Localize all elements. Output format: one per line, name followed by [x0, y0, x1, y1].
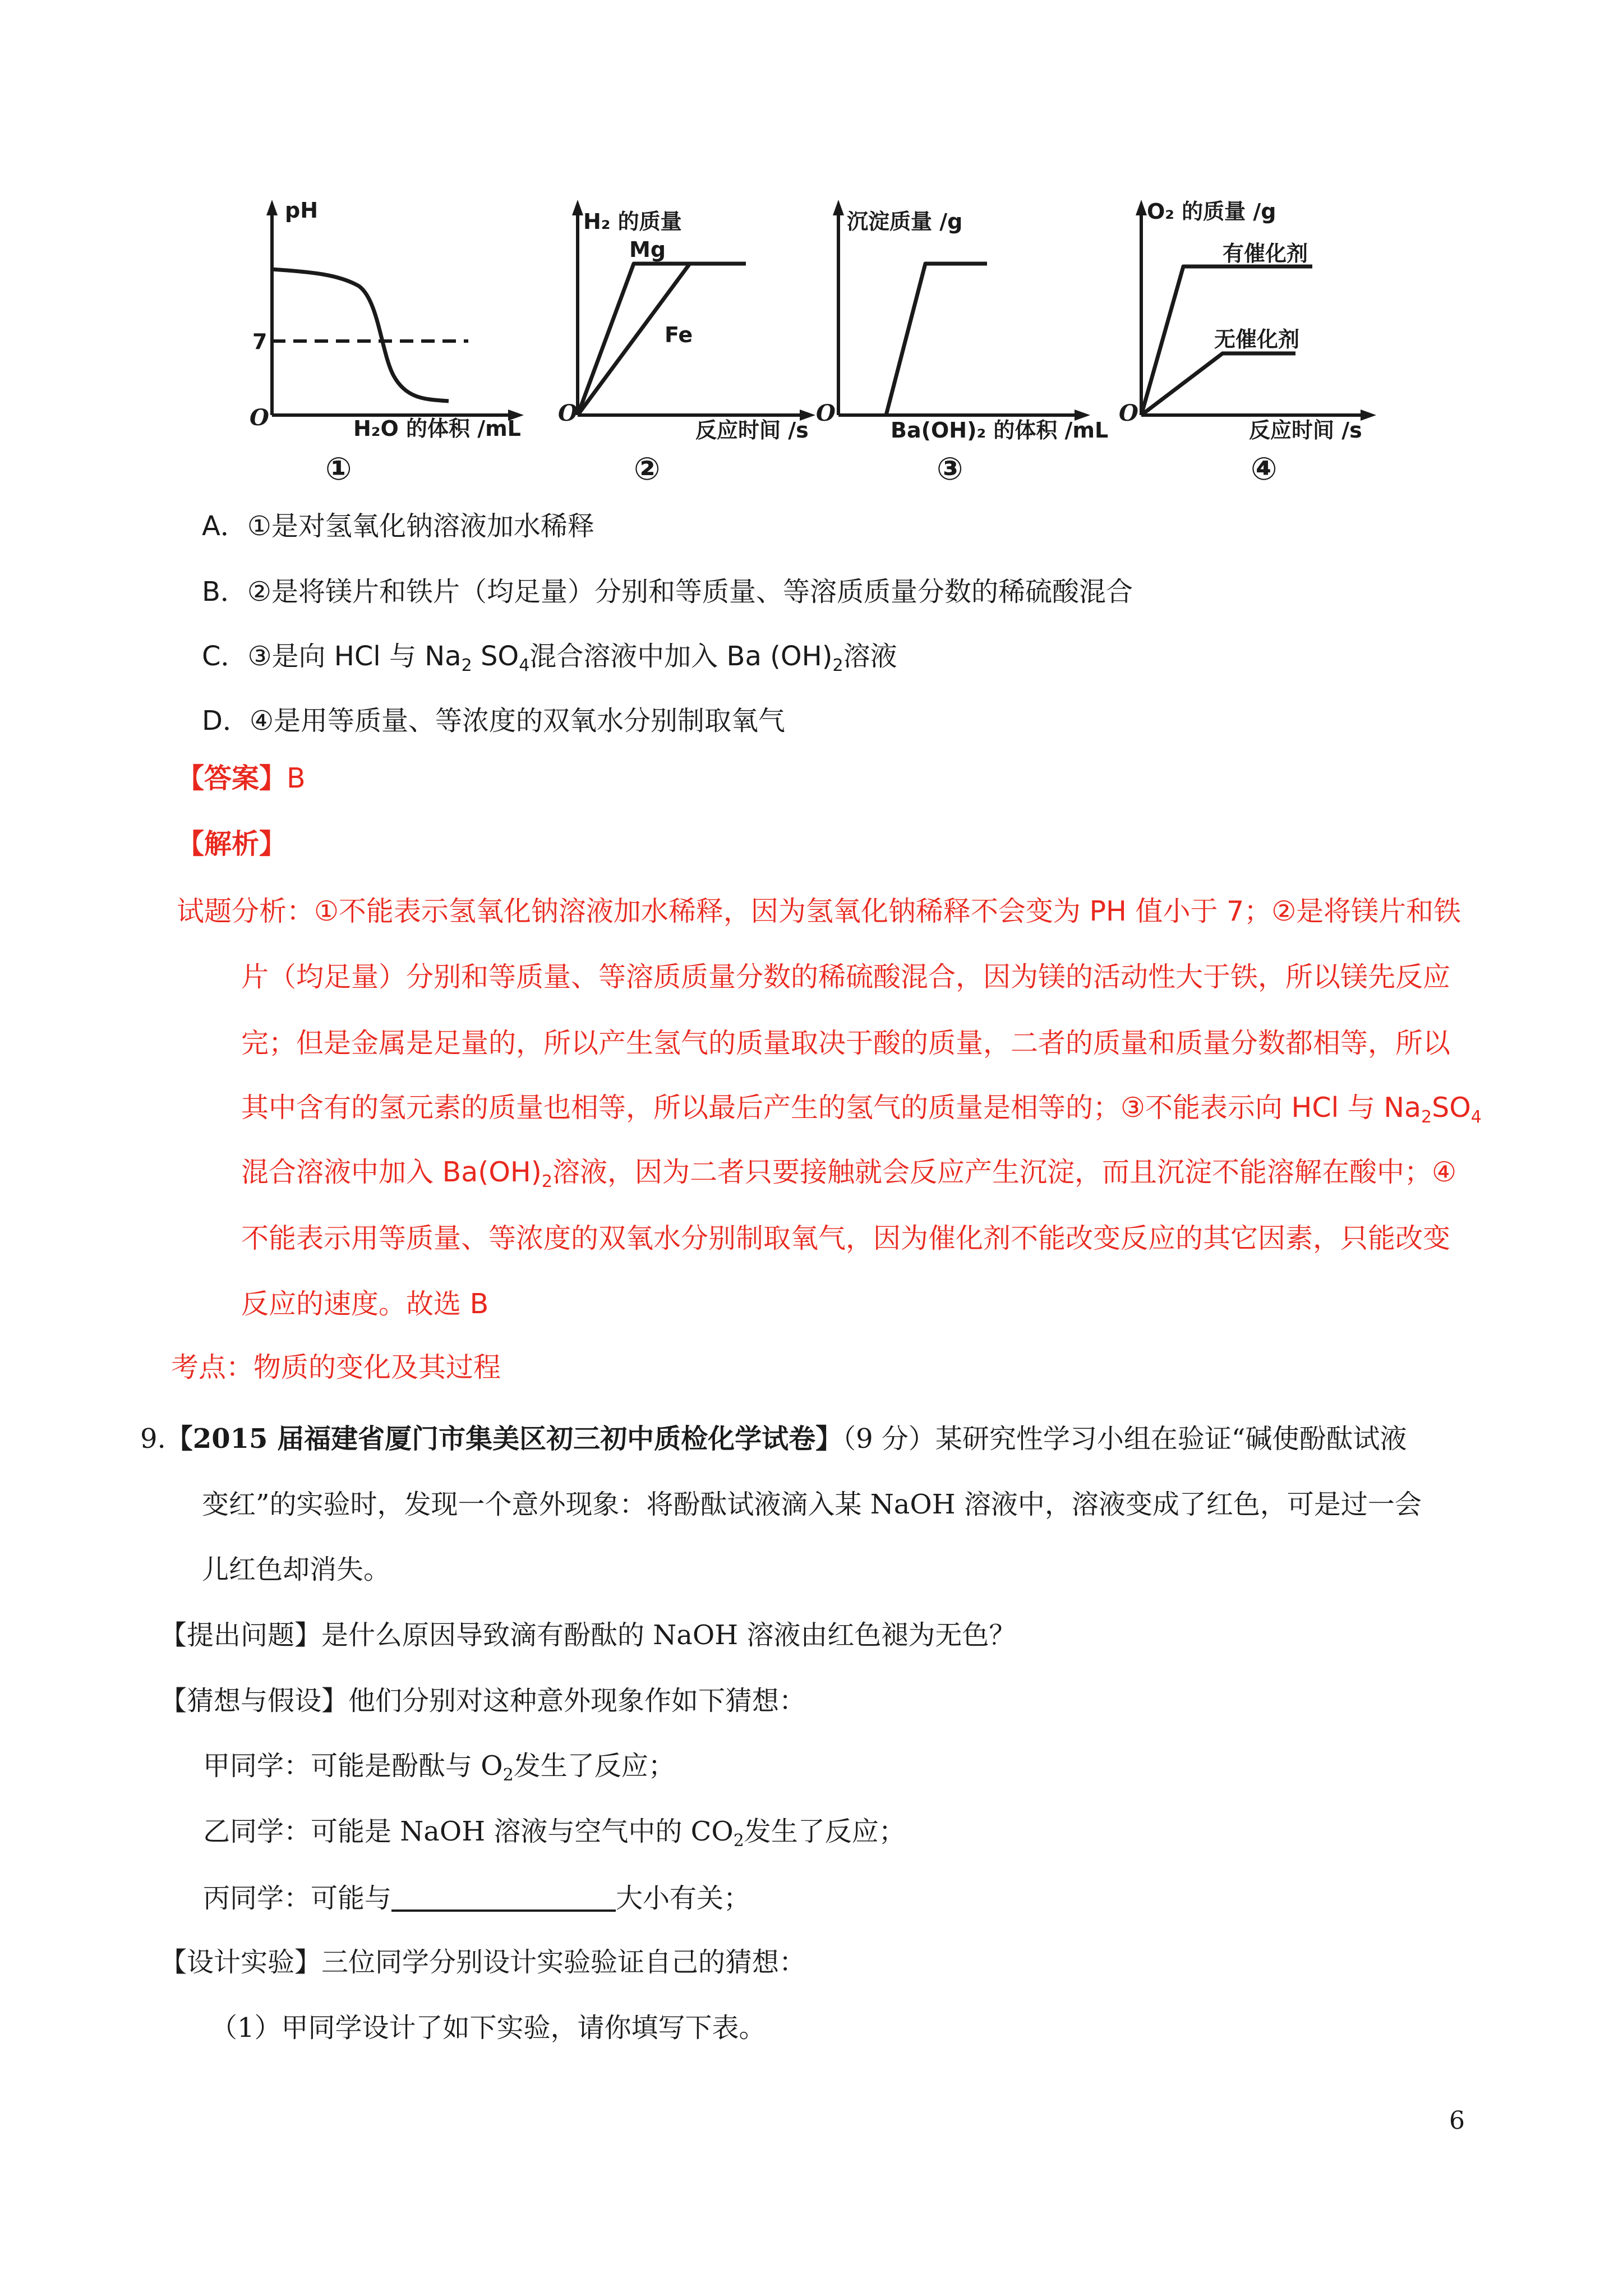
panel4-origin: O — [1119, 400, 1138, 426]
student-bing: 丙同学：可能与 大小有关； — [203, 1880, 750, 1915]
analysis-line-5: 混合溶液中加入 $Ba(OH)_2$溶液，因为二者只要接触就会反应产生沉淀，而且沉淀不能溶解在酸中；④ — [241, 1156, 1456, 1191]
panel2-number: ② — [634, 451, 661, 487]
analysis-line-7: 反应的速度。故选 B — [241, 1288, 489, 1320]
panel4-number: ④ — [1251, 451, 1278, 487]
panel2-fe-label: Fe — [665, 323, 693, 347]
analysis-line-4: 其中含有的氢元素的质量也相等，所以最后产生的氢气的质量是相等的；③不能表示向 HCl 与 $Na_2SO_4$ — [241, 1092, 1482, 1127]
graph-panel-3 — [816, 200, 1108, 487]
kaodian: 考点：物质的变化及其过程 — [171, 1351, 501, 1383]
graphs-svg — [247, 191, 1380, 494]
graph-panel-1 — [250, 198, 524, 487]
no-catalyst-line — [1141, 353, 1295, 415]
q9-line-2: 变红”的实验时，发现一个意外现象：将酚酞试液滴入某 NaOH 溶液中，溶液变成了红色，可是过一会 — [202, 1489, 1422, 1520]
analysis-line-3: 完；但是金属是足量的，所以产生氢气的质量取决于酸的质量，二者的质量和质量分数都相等，所以 — [241, 1027, 1451, 1059]
y-axis-arrow — [833, 200, 844, 215]
analysis-label: 【解析】 — [177, 828, 287, 860]
panel4-no-catalyst-label: 无催化剂 — [1214, 327, 1300, 352]
graph-panel-2 — [558, 200, 815, 487]
panel3-y-label: 沉淀质量 /g — [847, 209, 963, 234]
problem-statement: 【提出问题】是什么原因导致滴有酚酞的 NaOH 溶液由红色褪为无色？ — [160, 1619, 1016, 1651]
analysis-line-1: 试题分析：①不能表示氢氧化钠溶液加水稀释，因为氢氧化钠稀释不会变为 PH 值小于 7；②是将镁片和铁 — [177, 895, 1461, 927]
experiment-design: 【设计实验】三位同学分别设计实验验证自己的猜想： — [160, 1947, 806, 1978]
panel2-origin: O — [558, 400, 578, 426]
y-axis-arrow — [572, 200, 583, 215]
panel1-x-label: H₂O 的体积 /mL — [353, 416, 521, 441]
y-axis-arrow — [1136, 200, 1147, 215]
option-a: A．①是对氢氧化钠溶液加水稀释 — [202, 510, 594, 542]
panel3-origin: O — [816, 400, 836, 426]
precipitate-line — [886, 264, 987, 415]
panel2-x-label: 反应时间 /s — [695, 418, 809, 443]
analysis-line-2: 片（均足量）分别和等质量、等溶质质量分数的稀硫酸混合，因为镁的活动性大于铁，所以镁先反应 — [241, 961, 1451, 993]
y-axis-arrow — [266, 200, 278, 215]
graph-panel-4 — [1119, 199, 1376, 487]
q9-line-1: 9.【2015 届福建省厦门市集美区初三初中质检化学试卷】（9 分）某研究性学习小组在验证“碱使酚酞试液 — [140, 1423, 1407, 1455]
panel3-number: ③ — [937, 451, 963, 487]
q9-line-3: 儿红色却消失。 — [202, 1554, 391, 1585]
panel1-origin: O — [250, 404, 269, 431]
panel1-number: ① — [325, 451, 352, 487]
panel4-y-label: O₂ 的质量 /g — [1147, 199, 1276, 224]
student-jia: 甲同学：可能是酚酞与 $O_2$发生了反应； — [203, 1750, 675, 1785]
panel1-tick-7: 7 — [252, 329, 268, 354]
step-1: （1）甲同学设计了如下实验，请你填写下表。 — [210, 2012, 766, 2044]
option-c: C．③是向 HCl 与 $Na_2$ $SO_4$混合溶液中加入 Ba $(OH)_2$溶液 — [202, 641, 897, 675]
ph-curve — [272, 269, 449, 401]
x-axis-arrow — [1361, 409, 1376, 421]
analysis-line-6: 不能表示用等质量、等浓度的双氧水分别制取氧气，因为催化剂不能改变反应的其它因素，只能改变 — [241, 1222, 1451, 1254]
answer: 【答案】B — [177, 762, 306, 794]
panel2-mg-label: Mg — [629, 237, 666, 262]
student-yi: 乙同学：可能是 NaOH 溶液与空气中的 $CO_2$发生了反应； — [203, 1816, 906, 1851]
answer-blank[interactable] — [391, 1880, 616, 1912]
mg-line — [578, 264, 746, 415]
option-b: B．②是将镁片和铁片（均足量）分别和等质量、等溶质质量分数的稀硫酸混合 — [202, 576, 1133, 608]
option-d: D．④是用等质量、等浓度的双氧水分别制取氧气 — [202, 705, 785, 737]
panel1-y-label: pH — [285, 198, 319, 223]
page-number: 6 — [1449, 2106, 1465, 2135]
figure-graphs — [247, 191, 1380, 494]
panel4-x-label: 反应时间 /s — [1249, 418, 1362, 443]
hypothesis: 【猜想与假设】他们分别对这种意外现象作如下猜想： — [160, 1685, 806, 1717]
panel4-catalyst-label: 有催化剂 — [1223, 241, 1308, 266]
panel2-y-label: H₂ 的质量 — [583, 209, 682, 234]
panel3-x-label: Ba(OH)₂ 的体积 /mL — [891, 418, 1109, 443]
